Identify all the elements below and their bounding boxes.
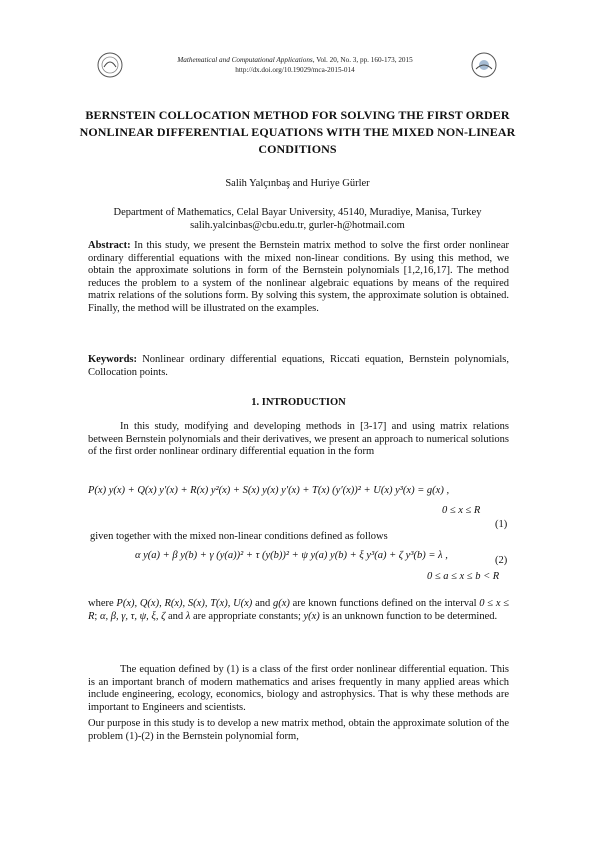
keywords-label: Keywords: [88, 354, 137, 365]
equation-1: P(x) y(x) + Q(x) y′(x) + R(x) y²(x) + S(x) y(x) y′(x) + T(x) (y′(x))² + U(x) y³(x) = g(x) , [88, 485, 450, 496]
unknown-function: y(x) [303, 610, 320, 622]
equation-2-number: (2) [495, 555, 508, 566]
paragraph-2: The equation defined by (1) is a class of the first order nonlinear differential equation. This is an important branch of modern mathematics and arises frequently in many applied areas which include engineering, ecology, economics, biology and astrophysics. That is why these methods are important to Engineers and scientists. [88, 664, 509, 713]
equation-2: α y(a) + β y(b) + γ (y(a))² + τ (y(b))² + ψ y(a) y(b) + ξ y³(a) + ζ y³(b) = λ , [135, 550, 448, 561]
journal-header [120, 55, 470, 75]
where-text: and [252, 598, 273, 609]
where-text: where [88, 598, 117, 609]
paper-affiliation [70, 206, 525, 232]
intro-paragraph: In this study, modifying and developing methods in [3-17] and using matrix relations between Bernstein polynomials and their derivatives, we present an approach to numerical solutions of the first order nonlinear ordinary differential equation in the form [88, 421, 509, 458]
doi-link[interactable]: http://dx.doi.org/10.19029/mca-2015-014 [235, 66, 355, 74]
function-g: g(x) [272, 598, 290, 609]
equation-2-range: 0 ≤ a ≤ x ≤ b < R [427, 571, 500, 582]
equation-1-number: (1) [495, 519, 508, 530]
journal-name: Mathematical and Computational Applications [177, 56, 313, 64]
paragraph-3: Our purpose in this study is to develop a new matrix method, obtain the approximate solution of the problem (1)-(2) in the Bernstein polynomial form, [88, 718, 509, 742]
constants: α, β, γ, τ, ψ, ξ, ζ [99, 610, 166, 622]
keywords [88, 354, 509, 379]
abstract [88, 240, 509, 316]
abstract-label: Abstract: [88, 240, 131, 251]
journal-logo-right-icon [470, 51, 498, 79]
abstract-text: In this study, we present the Bernstein matrix method to solve the first order nonlinear ordinary differential equations with the mixed non-linear conditions. By using this method, we obtain the approximate solutions in form of the Bernstein polynomials [1,2,16,17]. The method reduces the problem to a system of the nonlinear algebraic equations by means of the required matrix relations of the solutions form. By solving this system, the approximate solution is obtained. Finally, the method will be illustrated on the examples. [88, 240, 509, 314]
affiliation-line: Department of Mathematics, Celal Bayar University, 45140, Muradiye, Manisa, Turkey [113, 207, 482, 218]
journal-volume: , Vol. 20, No. 3, pp. 160-173, 2015 [312, 56, 413, 64]
where-text: ; [94, 610, 100, 622]
section-heading: 1. INTRODUCTION [251, 397, 346, 408]
interval: 0 ≤ x ≤ R [88, 598, 509, 622]
equation-1-range: 0 ≤ x ≤ R [442, 505, 481, 516]
keywords-text: Nonlinear ordinary differential equations, Riccati equation, Bernstein polynomials, Collocation points. [88, 354, 509, 378]
where-text: and [165, 610, 186, 622]
paper-title: BERNSTEIN COLLOCATION METHOD FOR SOLVING THE FIRST ORDER NONLINEAR DIFFERENTIAL EQUATIONS WITH THE MIXED NON-LINEAR CONDITIONS [79, 108, 516, 156]
where-text: is an unknown function to be determined. [319, 610, 498, 622]
paper-authors: Salih Yalçınbaş and Huriye Gürler [225, 178, 370, 189]
where-paragraph [88, 598, 509, 623]
where-text: are appropriate constants; [190, 610, 304, 622]
lambda: λ [185, 610, 191, 622]
conditions-intro: given together with the mixed non-linear conditions defined as follows [90, 531, 388, 542]
author-emails: salih.yalcinbas@cbu.edu.tr, gurler-h@hotmail.com [190, 220, 405, 231]
where-text: are known functions defined on the interval [289, 598, 480, 609]
known-functions: P(x), Q(x), R(x), S(x), T(x), U(x) [116, 598, 253, 609]
